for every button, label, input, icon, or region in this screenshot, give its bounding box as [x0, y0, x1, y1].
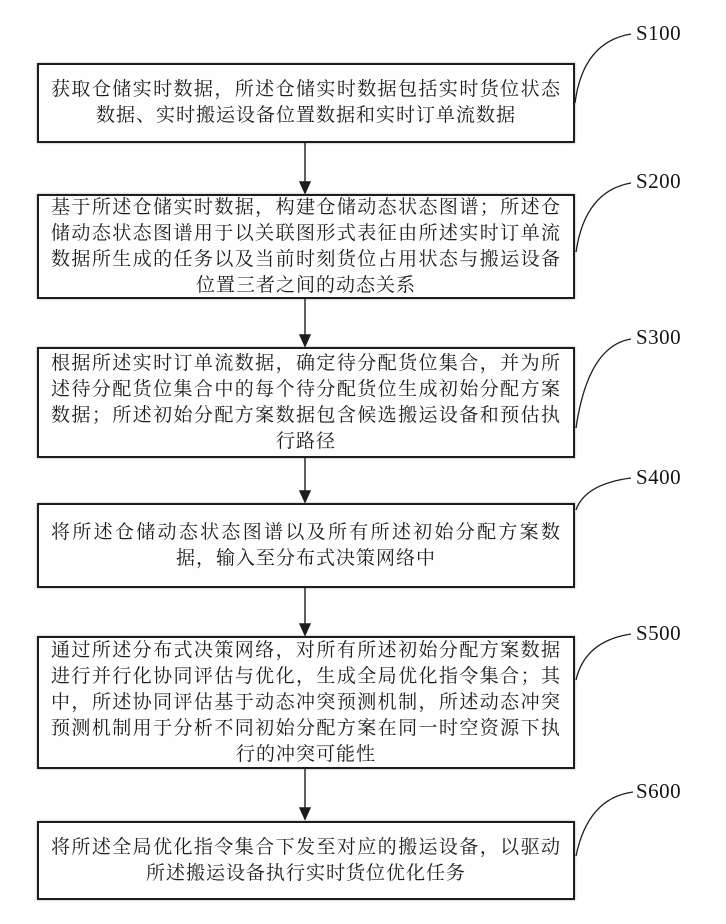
step-label-s300: S300	[636, 325, 682, 349]
step-box-s200	[37, 194, 575, 299]
step-box-s400	[37, 503, 575, 588]
step-text-s400: 将所述仓储动态状态图谱以及所有所述初始分配方案数据，输入至分布式决策网络中	[51, 521, 561, 569]
step-text-s600: 将所述全局优化指令集合下发至对应的搬运设备，以驱动所述搬运设备执行实时货位优化任务	[51, 836, 561, 884]
step-text-s100: 获取仓储实时数据，所述仓储实时数据包括实时货位状态数据、实时搬运设备位置数据和实时订单流数据	[51, 79, 561, 126]
step-box-s600	[37, 821, 575, 900]
step-box-s100	[37, 63, 575, 143]
leader-line-s400	[576, 478, 631, 510]
step-box-s500	[37, 636, 575, 769]
step-label-s200: S200	[636, 169, 682, 193]
step-text-s500: 通过所述分布式决策网络，对所有所述初始分配方案数据进行并行化协同评估与优化，生成全局优化指令集合；其中，所述协同评估基于动态冲突预测机制，所述动态冲突预测机制用于分析不同初始分配方案在同一时空资源下执行的冲突可能性	[51, 639, 561, 765]
flow-arrow-4-5	[300, 588, 310, 635]
step-box-s300	[37, 347, 575, 458]
flow-arrow-3-4	[300, 458, 310, 502]
step-text-s200: 基于所述仓储实时数据，构建仓储动态状态图谱；所述仓储动态状态图谱用于以关联图形式表征由所述实时订单流数据所生成的任务以及当前时刻货位占用状态与搬运设备位置三者之间的动态关系	[51, 196, 561, 296]
step-label-s500: S500	[636, 621, 682, 645]
step-text-s300: 根据所述实时订单流数据，确定待分配货位集合，并为所述待分配货位集合中的每个待分配货位生成初始分配方案数据；所述初始分配方案数据包含候选搬运设备和预估执行路径	[51, 352, 561, 452]
leader-line-s300	[576, 339, 631, 428]
flow-arrow-2-3	[300, 299, 310, 346]
leader-line-s100	[575, 34, 631, 103]
step-label-s100: S100	[636, 21, 682, 45]
leader-line-s500	[576, 634, 631, 680]
leader-line-s200	[576, 183, 631, 252]
flow-arrow-5-6	[300, 769, 310, 819]
flow-arrow-1-2	[300, 143, 310, 193]
leader-line-s600	[576, 792, 633, 856]
step-label-s400: S400	[636, 465, 682, 489]
step-label-s600: S600	[636, 779, 682, 803]
